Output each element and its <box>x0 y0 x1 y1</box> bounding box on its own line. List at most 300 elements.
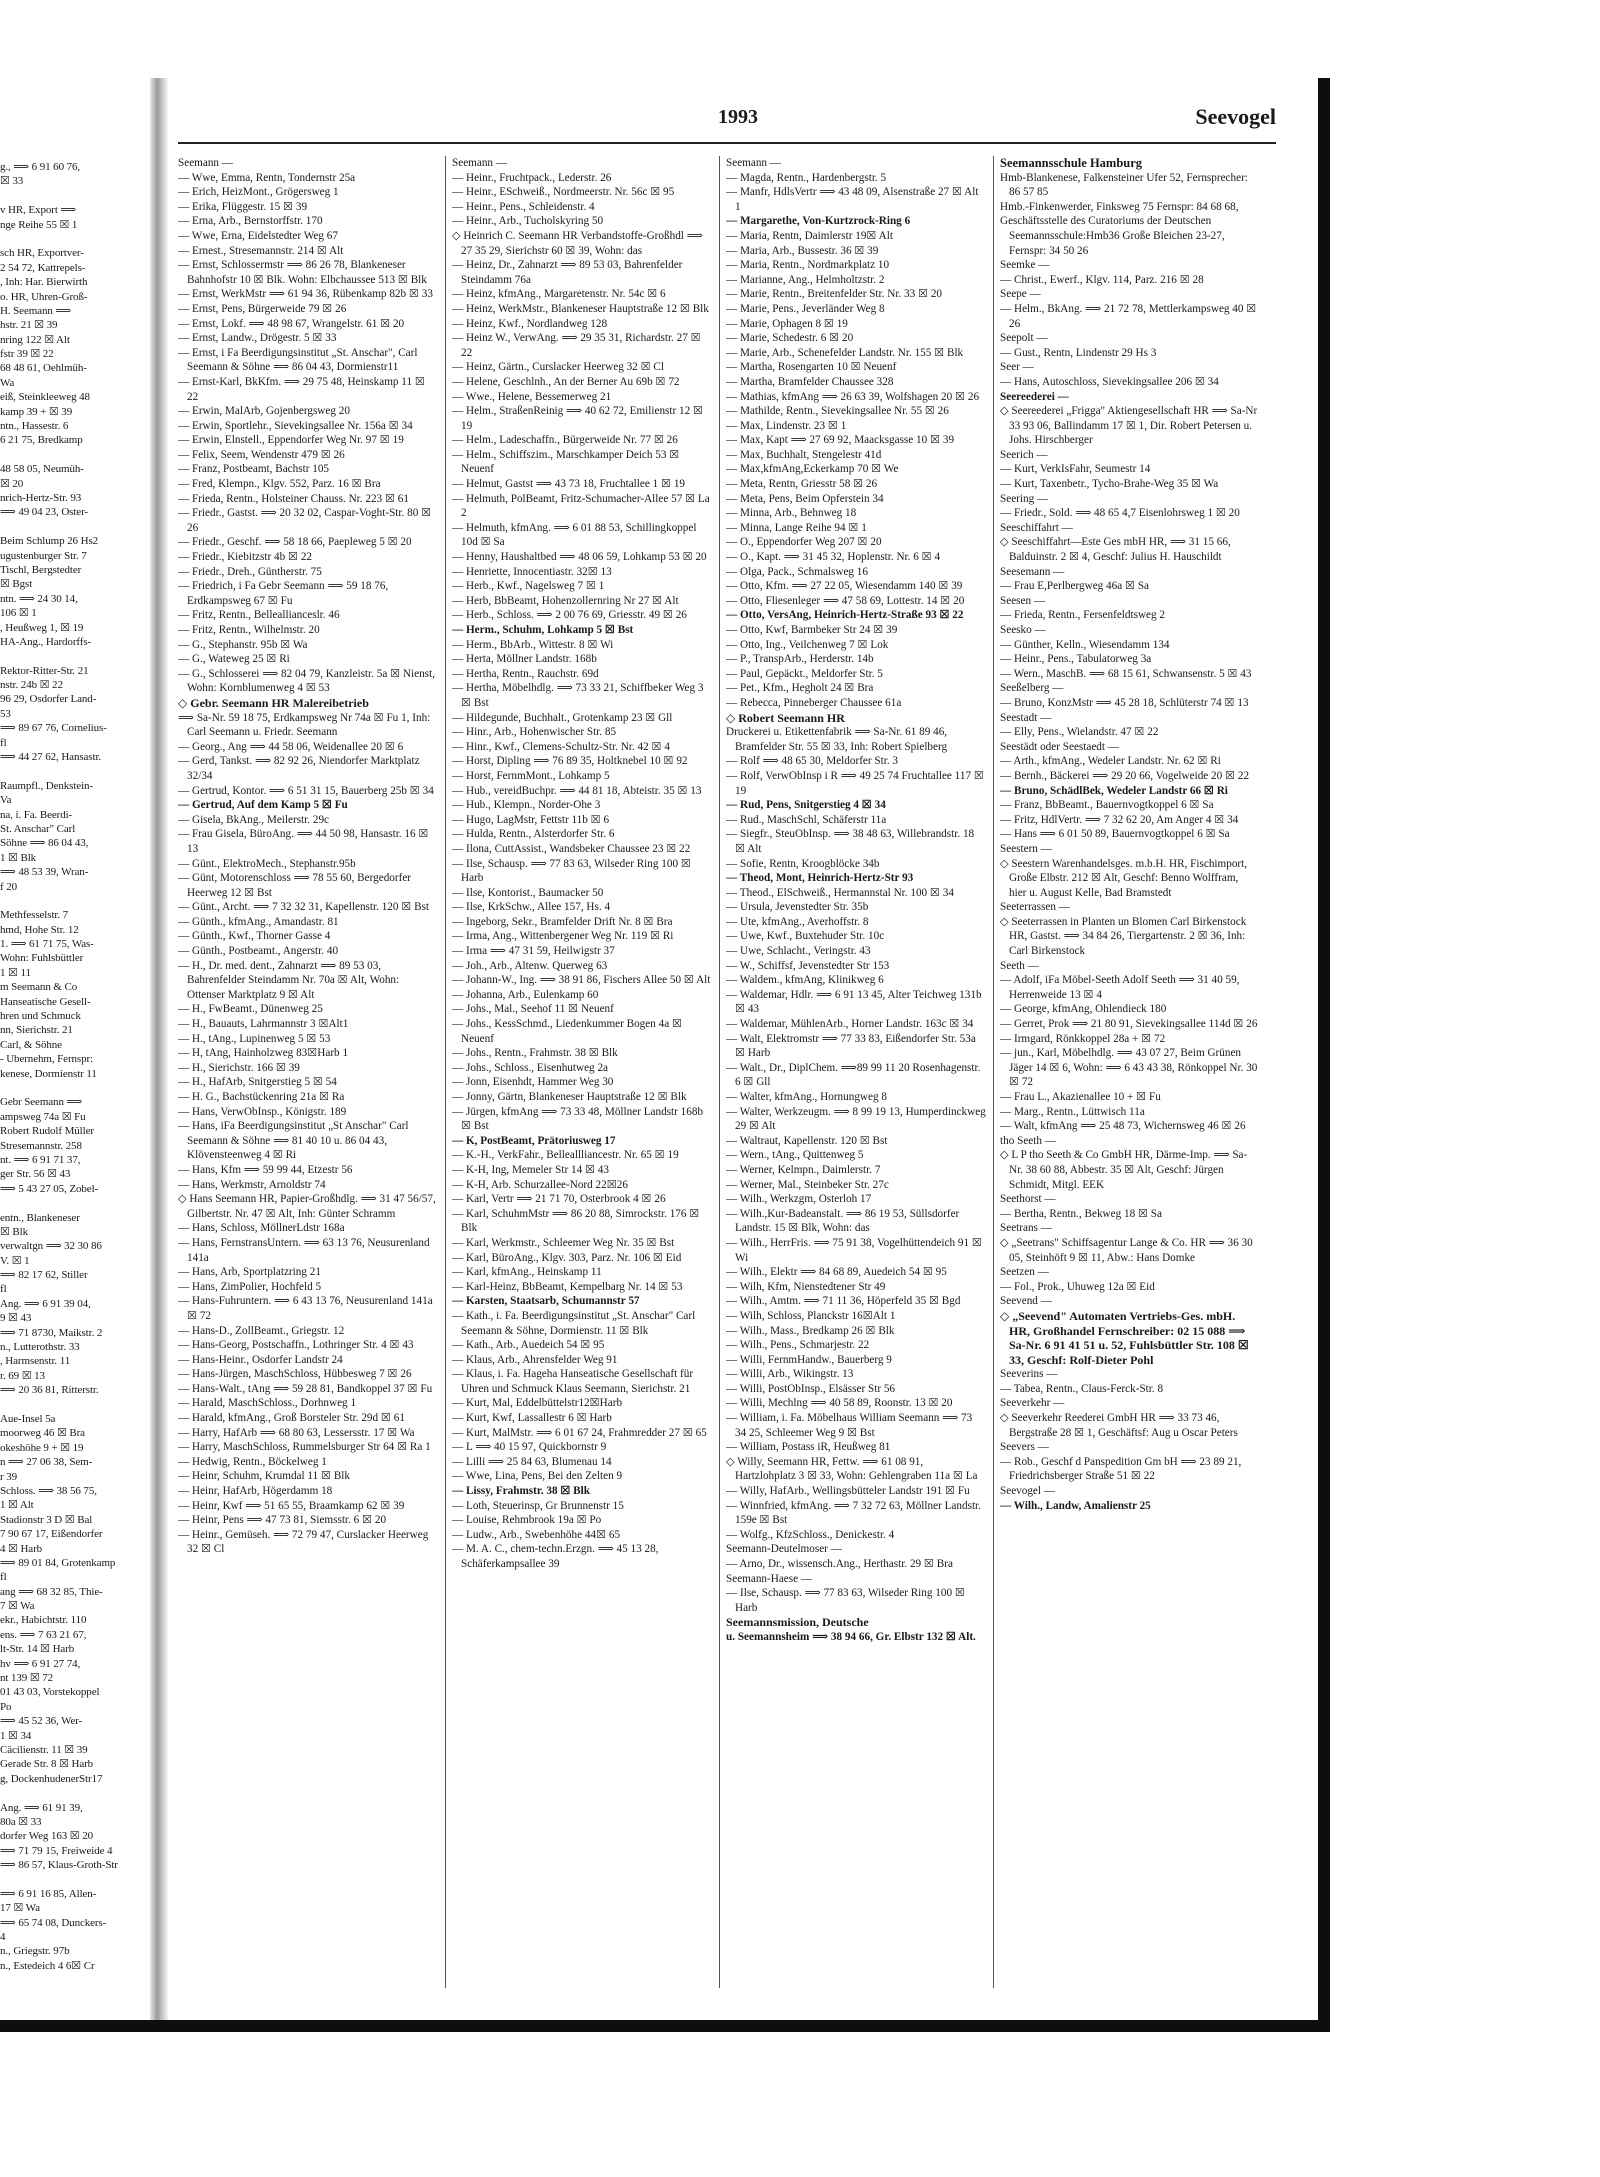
directory-entry: — Hans, Werkmstr, Arnoldstr 74 <box>178 1178 326 1191</box>
directory-entry: Seeschiffahrt — <box>1000 521 1073 534</box>
directory-entry: ◇ Seereederei „Frigga" Aktiengesellschaft HR ⟹ Sa-Nr 33 93 06, Ballindamm 17 ☒ 1, Dir. Robert Petersen u. Johs. Hirschberger <box>1000 405 1258 447</box>
directory-entry: — Wern., tAng., Quittenweg 5 <box>726 1149 864 1162</box>
directory-entry: — Rob., Geschf d Panspedition Gm bH ⟹ 23 89 21, Friedrichsberger Straße 51 ☒ 22 <box>1000 1455 1242 1483</box>
directory-entry: — Friedr., Gastst. ⟹ 20 32 02, Caspar-Voght-Str. 80 ☒ 26 <box>178 507 432 534</box>
directory-entry: Seevogel — <box>1000 1485 1055 1498</box>
directory-entry: — Friedr., Kiebitzstr 4b ☒ 22 <box>178 551 313 564</box>
business-entry: Seemannsmission, Deutsche <box>726 1615 869 1630</box>
directory-entry: — H, tAng, Hainholzweg 83☒Harb 1 <box>178 1047 349 1060</box>
directory-entry: — Friedr., Sold. ⟹ 48 65 4,7 Eisenlohrsweg 1 ☒ 20 <box>1000 507 1240 520</box>
business-entry: ◇ „Seevend" Automaten Vertriebs-Ges. mbH. HR, Großhandel Fernschreiber: 02 15 088 ⟹ Sa-Nr. 6 91 41 51 u. 52, Fuhlsbüttler Str. 108 ☒ 33, Geschf: Rolf-Dieter Pohl <box>1000 1308 1249 1367</box>
directory-entry: — Horst, FernmMont., Lohkamp 5 <box>452 769 610 782</box>
directory-entry: — Harry, MaschSchloss, Rummelsburger Str 64 ☒ Ra 1 <box>178 1441 431 1454</box>
directory-entry: — Hans, Kfm ⟹ 59 99 44, Etzestr 56 <box>178 1163 353 1176</box>
directory-entry: — Karsten, Staatsarb, Schumannstr 57 <box>452 1295 640 1308</box>
directory-entry: — Gisela, BkAng., Meilerstr. 29c <box>178 813 330 826</box>
facing-page-line: okeshöhe 9 + ☒ 19 <box>0 1441 84 1454</box>
facing-page-line: Methfesselstr. 7 <box>0 909 69 922</box>
facing-page-line: Ang. ⟹ 6 91 39 04, <box>0 1297 91 1310</box>
facing-page-line: Söhne ⟹ 86 04 43, <box>0 837 89 850</box>
directory-entry: — Mathilde, Rentn., Sievekingsallee Nr. 55 ☒ 26 <box>726 405 949 418</box>
directory-entry: — Wilh., Landw, Amalienstr 25 <box>1000 1499 1151 1512</box>
directory-entry: — Kurt, Taxenbetr., Tycho-Brahe-Weg 35 ☒ Wa <box>1000 478 1219 491</box>
directory-entry: — Hans, Autoschloss, Sievekingsallee 206 ☒ 34 <box>1000 375 1219 388</box>
directory-entry: — Gerd, Tankst. ⟹ 82 92 26, Niendorfer Marktplatz 32/34 <box>178 755 420 782</box>
directory-entry: — Theod, Mont, Heinrich-Hertz-Str 93 <box>726 872 914 885</box>
directory-entry: Druckerei u. Etikettenfabrik ⟹ Sa-Nr. 61 89 46, Bramfelder Str. 55 ☒ 33, Inh: Robert Spielberg <box>726 726 948 753</box>
facing-page-line: 1 ☒ 11 <box>0 966 31 979</box>
directory-entry: — Otto, Fliesenleger ⟹ 47 58 69, Lottestr. 14 ☒ 20 <box>726 594 965 607</box>
directory-entry: — Otto, Kfm. ⟹ 27 22 05, Wiesendamm 140 ☒ 39 <box>726 580 963 593</box>
column-heading: Seemann — <box>178 157 233 169</box>
directory-entry: — Hans, iFa Beerdigungsinstitut „St Anschar" Carl Seemann & Söhne ⟹ 81 40 10 u. 86 04 43, Klövensteenweg 4 ☒ Ri <box>178 1120 409 1162</box>
directory-entry: — Willy, HafArb., Wellingsbütteler Landstr 191 ☒ Fu <box>726 1485 970 1498</box>
facing-page-line: verwaltgn ⟹ 32 30 86 <box>0 1240 102 1253</box>
directory-entry: — Kurt, VerkIsFahr, Seumestr 14 <box>1000 463 1151 476</box>
facing-page-line: fl <box>0 1571 7 1584</box>
directory-entry: — Hinr., Kwf., Clemens-Schultz-Str. Nr. 42 ☒ 4 <box>452 740 670 753</box>
facing-page-line: 48 58 05, Neumüh- <box>0 463 84 476</box>
directory-entry: Seemann-Deutelmoser — <box>726 1543 842 1556</box>
facing-page-line: sch HR, Exportver- <box>0 247 84 260</box>
directory-entry: — Günth., kfmAng., Amandastr. 81 <box>178 915 339 928</box>
business-entry: ◇ Gebr. Seemann HR Malereibetrieb <box>178 695 369 710</box>
directory-entry: — Klaus, i. Fa. Hageha Hanseatische Gesellschaft für Uhren und Schmuck Klaus Seemann, Sierichstr. 21 <box>452 1368 694 1395</box>
directory-entry: — Tabea, Rentn., Claus-Ferck-Str. 8 <box>1000 1382 1164 1395</box>
directory-entry: — Meta, Pens, Beim Opferstein 34 <box>726 492 884 505</box>
directory-entry: — P., TranspArb., Herderstr. 14b <box>726 653 874 666</box>
directory-entry: — Erwin, Elnstell., Eppendorfer Weg Nr. 97 ☒ 19 <box>178 434 404 447</box>
facing-page-line: kamp 39 + ☒ 39 <box>0 405 73 418</box>
directory-entry: Seesen — <box>1000 594 1046 607</box>
facing-page-line: nge Reihe 55 ☒ 1 <box>0 218 78 231</box>
directory-entry: — Wilh., Werkzgm, Osterloh 17 <box>726 1193 872 1206</box>
directory-entry: Hmb.-Finkenwerder, Finksweg 75 Fernspr: 84 68 68, <box>1000 200 1239 213</box>
directory-entry: — Hans, VerwObInsp., Königstr. 189 <box>178 1105 347 1118</box>
directory-entry: — Hans-Walt., tAng ⟹ 59 28 81, Bandkoppel 37 ☒ Fu <box>178 1382 433 1395</box>
directory-entry: — Günther, Kelln., Wiesendamm 134 <box>1000 638 1170 651</box>
directory-entry: — Heinz, Dr., Zahnarzt ⟹ 89 53 03, Bahrenfelder Steindamm 76a <box>452 259 683 286</box>
facing-page-line: 2 54 72, Kattrepels- <box>0 261 86 274</box>
facing-page-line: ⟹ 5 43 27 05, Zobel- <box>0 1182 99 1195</box>
directory-entry: — Herm., Schuhm, Lohkamp 5 ☒ Bst <box>452 624 634 636</box>
facing-page-line: nrich-Hertz-Str. 93 <box>0 491 82 504</box>
directory-entry: — Bruno, SchädlBek, Wedeler Landstr 66 ☒ Ri <box>1000 784 1228 797</box>
directory-entry: — Bruno, KonzMstr ⟹ 45 28 18, Schlüterstr 74 ☒ 13 <box>1000 696 1249 709</box>
directory-entry: — Rolf, VerwObInsp i R ⟹ 49 25 74 Fruchtallee 117 ☒ 19 <box>726 769 984 797</box>
directory-entry: — Elly, Pens., Wielandstr. 47 ☒ 22 <box>1000 726 1159 739</box>
facing-page-line: ☒ Bgst <box>0 578 33 591</box>
directory-entry: — Theod., ElSchweiß., Hermannstal Nr. 100 ☒ 34 <box>726 886 954 899</box>
directory-entry: — Ernst, Lokf. ⟹ 48 98 67, Wrangelstr. 61 ☒ 20 <box>178 317 405 330</box>
facing-page-line: ☒ Blk <box>0 1225 29 1238</box>
business-entry: ◇ Robert Seemann HR <box>726 710 845 725</box>
directory-entry: — Heinr., Arb., Tucholskyring 50 <box>452 215 604 228</box>
facing-page-line: m Seemann & Co <box>0 981 78 994</box>
directory-entry: — Heinr., ESchweiß., Nordmeerstr. Nr. 56c ☒ 95 <box>452 186 675 199</box>
directory-entry: — H., HafArb, Snitgerstieg 5 ☒ 54 <box>178 1076 337 1089</box>
directory-entry: — Harald, MaschSchloss., Dorhnweg 1 <box>178 1397 357 1410</box>
facing-page-line: eiß, Steinkleeweg 48 <box>0 391 90 404</box>
directory-entry: ◇ Heinrich C. Seemann HR Verbandstoffe-Großhdl ⟹ 27 35 29, Sierichstr 60 ☒ 39, Wohn: das <box>452 229 703 257</box>
directory-entry: — Heinr., Gemüseh. ⟹ 72 79 47, Curslacker Heerweg 32 ☒ Cl <box>178 1528 429 1556</box>
directory-entry: — Wwe, Erna, Eidelstedter Weg 67 <box>178 229 338 242</box>
directory-entry: — Harry, HafArb ⟹ 68 80 63, Lessersstr. 17 ☒ Wa <box>178 1426 415 1439</box>
column-heading: Seemann — <box>452 157 507 169</box>
directory-entry: — Günt, Motorenschloss ⟹ 78 55 60, Bergedorfer Heerweg 12 ☒ Bst <box>178 872 412 899</box>
directory-entry: Seeßelberg — <box>1000 682 1064 695</box>
directory-entry: — Johs., Schloss., Eisenhutweg 2a <box>452 1061 608 1074</box>
directory-entry: — Bernh., Bäckerei ⟹ 29 20 66, Vogelweide 20 ☒ 22 <box>1000 769 1250 782</box>
facing-page-line: ⟹ 89 67 76, Cornelius- <box>0 722 107 735</box>
facing-page-line: ekr., Habichtstr. 110 <box>0 1614 87 1627</box>
directory-entry: — Willi, Mechlng ⟹ 40 58 89, Roonstr. 13 ☒ 20 <box>726 1397 953 1410</box>
directory-entry: — Heinz, Gärtn., Curslacker Heerweg 32 ☒ Cl <box>452 361 664 374</box>
directory-entry: — Marie, Pens., Jeverländer Weg 8 <box>726 302 885 315</box>
directory-entry: — H., FwBeamt., Dünenweg 25 <box>178 1003 323 1016</box>
directory-entry: — jun., Karl, Möbelhdlg. ⟹ 43 07 27, Beim Grünen Jäger 14 ☒ 6, Wohn: ⟹ 6 43 43 38, Rönkoppel Nr. 30 ☒ 72 <box>1000 1047 1258 1089</box>
directory-entry: — Wilh., HerrFris. ⟹ 75 91 38, Vogelhüttendeich 91 ☒ Wi <box>726 1236 982 1264</box>
directory-entry: — Erwin, MalArb, Gojenbergsweg 20 <box>178 405 350 418</box>
facing-page-line: Ang. ⟹ 61 91 39, <box>0 1801 83 1814</box>
facing-page-line: dorfer Weg 163 ☒ 20 <box>0 1830 94 1843</box>
directory-entry: — Ernst, Pens, Bürgerweide 79 ☒ 26 <box>178 302 347 315</box>
directory-entry: Seethorst — <box>1000 1193 1056 1206</box>
directory-entry: — Heinr., Fruchtpack., Lederstr. 26 <box>452 171 612 184</box>
facing-page-line: Gerade Str. 8 ☒ Harb <box>0 1758 94 1771</box>
column-heading: Seemann — <box>726 157 781 169</box>
directory-entry: — Klaus, Arb., Ahrensfelder Weg 91 <box>452 1353 618 1366</box>
column-divider <box>993 156 994 1988</box>
directory-entry: — Friedr., Geschf. ⟹ 58 18 66, Paepleweg 5 ☒ 20 <box>178 536 412 549</box>
directory-entry: — Paul, Gepäckt., Meldorfer Str. 5 <box>726 667 883 680</box>
directory-entry: — Werner, Kelmpn., Daimlerstr. 7 <box>726 1163 881 1176</box>
directory-entry: — Walter, Werkzeugm. ⟹ 8 99 19 13, Humperdinckweg 29 ☒ Alt <box>726 1105 986 1133</box>
directory-entry: ◇ L P tho Seeth & Co GmbH HR, Därme-Imp. ⟹ Sa-Nr. 38 60 88, Abbestr. 35 ☒ Alt, Geschf: Jürgen Schmidt, Mitgl. EEK <box>1000 1149 1248 1191</box>
facing-page-line: ⟹ 49 04 23, Oster- <box>0 506 88 519</box>
directory-entry: — Martha, Bramfelder Chaussee 328 <box>726 375 894 388</box>
directory-entry: — Karl, BüroAng., Klgv. 303, Parz. Nr. 106 ☒ Eid <box>452 1251 682 1264</box>
directory-column-1 <box>178 156 438 1998</box>
facing-page-line <box>0 232 150 246</box>
facing-page-line: ampsweg 74a ☒ Fu <box>0 1110 86 1123</box>
directory-entry: — Helm., StraßenReinig ⟹ 40 62 72, Emilienstr 12 ☒ 19 <box>452 405 704 432</box>
facing-page-line: 106 ☒ 1 <box>0 607 37 620</box>
facing-page-line: n., Griegstr. 97b <box>0 1945 70 1958</box>
directory-entry: — Wilh, Kfm, Nienstedtener Str 49 <box>726 1280 886 1293</box>
directory-entry: — Maria, Rentn., Nordmarkplatz 10 <box>726 259 890 272</box>
directory-entry: — Meta, Rentn, Griesstr 58 ☒ 26 <box>726 478 878 491</box>
facing-page-line: nring 122 ☒ Alt <box>0 333 70 346</box>
facing-page-line: 9 ☒ 43 <box>0 1312 32 1325</box>
directory-entry: Seer — <box>1000 361 1034 374</box>
running-head: Seevogel <box>1195 104 1276 129</box>
facing-page-line: Carl, & Söhne <box>0 1038 62 1051</box>
directory-entry: — Arth., kfmAng., Wedeler Landstr. Nr. 62 ☒ Ri <box>1000 755 1221 768</box>
directory-entry: — Erwin, Sportlehr., Sievekingsallee Nr. 156a ☒ 34 <box>178 419 413 432</box>
directory-entry: — Bertha, Rentn., Bekweg 18 ☒ Sa <box>1000 1207 1162 1220</box>
facing-page-line: entn., Blankeneser <box>0 1211 80 1224</box>
directory-entry: — Heinr., Pens., Schleidenstr. 4 <box>452 200 595 213</box>
directory-entry: — Günth., Postbeamt., Angerstr. 40 <box>178 945 339 958</box>
facing-page-line: r. 69 ☒ 13 <box>0 1369 45 1382</box>
directory-entry: — Hertha, Möbelhdlg. ⟹ 73 33 21, Schiffbeker Weg 3 ☒ Bst <box>452 682 704 709</box>
directory-entry: — Maria, Arb., Bussestr. 36 ☒ 39 <box>726 244 879 257</box>
directory-entry: — G., Wateweg 25 ☒ Ri <box>178 653 290 666</box>
facing-page-line: ⟹ 48 53 39, Wran- <box>0 866 89 879</box>
directory-entry: Hmb-Blankenese, Falkensteiner Ufer 52, Fernsprecher: 86 57 85 <box>1000 171 1248 199</box>
directory-entry: — Margarethe, Von-Kurtzrock-Ring 6 <box>726 215 911 228</box>
facing-page-line: ⟹ 82 17 62, Stiller <box>0 1269 88 1282</box>
facing-page-line: 53 <box>0 707 11 720</box>
column-divider <box>445 156 446 1988</box>
directory-entry: — K-H, Ing, Memeler Str 14 ☒ 43 <box>452 1163 609 1176</box>
directory-entry: — Herb., Schloss. ⟹ 2 00 76 69, Griesstr. 49 ☒ 26 <box>452 609 687 622</box>
directory-entry: — L ⟹ 40 15 97, Quickbornstr 9 <box>452 1441 607 1454</box>
directory-entry: — Waltraut, Kapellenstr. 120 ☒ Bst <box>726 1134 888 1147</box>
directory-entry: — Herb., Kwf., Nagelsweg 7 ☒ 1 <box>452 580 605 593</box>
directory-entry: — Fol., Prok., Uhuweg 12a ☒ Eid <box>1000 1280 1155 1293</box>
directory-entry: — Karl, Werkmstr., Schleemer Weg Nr. 35 ☒ Bst <box>452 1236 675 1249</box>
facing-page-line: HA-Ang., Hardorffs- <box>0 635 92 648</box>
book-gutter <box>150 78 168 2020</box>
directory-entry: — Rud, Pens, Snitgerstieg 4 ☒ 34 <box>726 799 886 812</box>
facing-page-line: ☒ 33 <box>0 175 24 188</box>
facing-page-line: 7 90 67 17, Eißendorfer <box>0 1528 103 1541</box>
directory-entry: — Helmuth, kfmAng. ⟹ 6 01 88 53, Schillingkoppel 10d ☒ Sa <box>452 521 697 549</box>
facing-page-line: , Harmsenstr. 11 <box>0 1355 71 1368</box>
directory-entry: Seestadt — <box>1000 711 1052 724</box>
directory-entry: — Maria, Rentn, Daimlerstr 19☒ Alt <box>726 229 893 242</box>
directory-entry: ◇ Seeterrassen in Planten un Blomen Carl Birkenstock HR, Gastst. ⟹ 34 84 26, Tiergartenstr. 2 ☒ 36, Inh: Carl Birkenstock <box>1000 915 1247 958</box>
facing-page-line: 6 21 75, Bredkamp <box>0 434 83 447</box>
directory-entry: — Irmgard, Rönkkoppel 28a + ☒ 72 <box>1000 1032 1166 1045</box>
directory-column-3 <box>726 156 986 1998</box>
facing-page-line: ntn., Hassestr. 6 <box>0 420 69 433</box>
facing-page-line: ⟹ 86 57, Klaus-Groth-Str <box>0 1859 118 1872</box>
directory-entry: — Frieda, Rentn., Fersenfeldtsweg 2 <box>1000 609 1165 622</box>
directory-entry: — Harald, kfmAng., Groß Borsteler Str. 29d ☒ 61 <box>178 1412 405 1425</box>
directory-entry: — H., Bauauts, Lahrmannstr 3 ☒Alt1 <box>178 1018 349 1031</box>
directory-entry: — Hub., vereidBuchpr. ⟹ 44 81 18, Abteistr. 35 ☒ 13 <box>452 784 702 797</box>
directory-column-2 <box>452 156 712 1998</box>
directory-entry: — Henny, Haushaltbed ⟹ 48 06 59, Lohkamp 53 ☒ 20 <box>452 551 707 564</box>
facing-page-line: Tischl, Bergstedter <box>0 563 82 576</box>
facing-page-line: kenese, Dormienstr 11 <box>0 1067 97 1080</box>
directory-entry: — Friedr., Dreh., Güntherstr. 75 <box>178 565 322 578</box>
directory-entry: — Franz, Postbeamt, Bachstr 105 <box>178 463 330 476</box>
facing-page-line: Va <box>0 794 12 807</box>
directory-entry: Seesemann — <box>1000 565 1065 578</box>
directory-entry: — Karl, SchuhmMstr ⟹ 86 20 88, Simrockstr. 176 ☒ Blk <box>452 1207 700 1235</box>
directory-entry: — Fred, Klempn., Klgv. 552, Parz. 16 ☒ Bra <box>178 478 381 491</box>
directory-entry: — Heinz, kfmAng., Margaretenstr. Nr. 54c ☒ 6 <box>452 288 666 301</box>
directory-entry: — Hans-Heinr., Osdorfer Landstr 24 <box>178 1353 343 1366</box>
directory-entry: — O., Eppendorfer Weg 207 ☒ 20 <box>726 536 882 549</box>
directory-entry: — Lissy, Frahmstr. 38 ☒ Blk <box>452 1485 590 1498</box>
directory-entry: Seeterrassen — <box>1000 901 1070 914</box>
directory-entry: — Karl-Heinz, BbBeamt, Kempelbarg Nr. 14 ☒ 53 <box>452 1280 683 1293</box>
facing-page-line: n., Estedeich 4 6☒ Cr <box>0 1959 95 1972</box>
directory-entry: — Otto, Ing., Veilchenweg 7 ☒ Lok <box>726 638 889 651</box>
directory-entry: — Max, Buchhalt, Stengelestr 41d <box>726 448 882 461</box>
directory-entry: Seeth — <box>1000 959 1039 972</box>
directory-entry: — Hub., Klempn., Norder-Ohe 3 <box>452 799 601 812</box>
directory-entry: — Max,kfmAng,Eckerkamp 70 ☒ We <box>726 463 899 476</box>
facing-page-line: ger Str. 56 ☒ 43 <box>0 1168 71 1181</box>
facing-page-line: Gebr Seemann ⟹ <box>0 1096 83 1109</box>
directory-entry: — Helm., Ladeschaffn., Bürgerweide Nr. 77 ☒ 26 <box>452 434 678 447</box>
directory-entry: — G., Stephanstr. 95b ☒ Wa <box>178 638 308 651</box>
directory-entry: Seering — <box>1000 492 1049 505</box>
directory-entry: — Günt., Archt. ⟹ 7 32 32 31, Kapellenstr. 120 ☒ Bst <box>178 901 430 914</box>
facing-page-line <box>0 1872 150 1886</box>
directory-entry: — Waldem., kfmAng, Klinikweg 6 <box>726 974 884 987</box>
directory-entry: — Kath., Arb., Auedeich 54 ☒ 95 <box>452 1339 605 1352</box>
facing-page-line: 4 ☒ Harb <box>0 1542 43 1555</box>
directory-entry: — H. G., Bachstückenring 21a ☒ Ra <box>178 1091 345 1103</box>
facing-page-line: ☒ 20 <box>0 477 24 490</box>
directory-column-4 <box>1000 156 1258 1998</box>
directory-entry: — Heinr, HafArb, Högerdamm 18 <box>178 1485 333 1498</box>
facing-page-line: moorweg 46 ☒ Bra <box>0 1427 85 1440</box>
directory-entry: — Helm., BkAng. ⟹ 21 72 78, Mettlerkampsweg 40 ☒ 26 <box>1000 302 1257 330</box>
facing-page-line: 68 48 61, Oehlmüh- <box>0 362 87 375</box>
facing-page-line: Stadionstr 3 D ☒ Bal <box>0 1513 93 1526</box>
directory-entry: — Herm., BbArb., Wittestr. 8 ☒ Wi <box>452 638 614 651</box>
directory-entry: Seepolt — <box>1000 332 1048 345</box>
facing-page-line: Stresemannstr. 258 <box>0 1139 82 1152</box>
directory-entry: — Ernst-Karl, BkKfm. ⟹ 29 75 48, Heinskamp 11 ☒ 22 <box>178 375 425 403</box>
directory-entry: — Joh., Arb., Altenw. Querweg 63 <box>452 959 608 972</box>
directory-entry: — Karl, Vertr ⟹ 21 71 70, Osterbrook 4 ☒ 26 <box>452 1193 666 1206</box>
directory-entry: — Winnfried, kfmAng. ⟹ 7 32 72 63, Möllner Landstr. 159e ☒ Bst <box>726 1499 981 1527</box>
facing-page-line <box>0 520 150 534</box>
directory-entry: — Wolfg., KfzSchloss., Denickestr. 4 <box>726 1528 895 1541</box>
directory-entry: — Ernst, WerkMstr ⟹ 61 94 36, Rübenkamp 82b ☒ 33 <box>178 288 433 301</box>
column-heading: Seemannsschule Hamburg <box>1000 156 1143 170</box>
directory-entry: — Magda, Rentn., Hardenbergstr. 5 <box>726 171 887 184</box>
directory-entry: — Ute, kfmAng., Averhoffstr. 8 <box>726 915 869 928</box>
directory-entry: — Frau Gisela, BüroAng. ⟹ 44 50 98, Hansastr. 16 ☒ 13 <box>178 828 429 855</box>
directory-entry: — Henriette, Innocentiastr. 32☒ 13 <box>452 565 612 578</box>
directory-entry: — Willi, PostObInsp., Elsässer Str 56 <box>726 1382 896 1395</box>
directory-entry: — Fritz, Rentn., Belleallianceslr. 46 <box>178 609 340 622</box>
facing-page-line: nt. ⟹ 6 91 71 37, <box>0 1153 81 1166</box>
directory-entry: — Heinz, Kwf., Nordlandweg 128 <box>452 317 608 330</box>
directory-entry: — Gerret, Prok ⟹ 21 80 91, Sievekingsallee 114d ☒ 26 <box>1000 1018 1258 1031</box>
directory-entry: — Franz, BbBeamt., Bauernvogtkoppel 6 ☒ Sa <box>1000 799 1214 812</box>
directory-entry: — Walt., Dr., DiplChem. ⟹89 99 11 20 Rosenhagenstr. 6 ☒ Gll <box>726 1061 981 1089</box>
directory-entry: Seestern — <box>1000 842 1052 855</box>
directory-entry: — Rebecca, Pinneberger Chaussee 61a <box>726 696 902 709</box>
directory-entry: Seerich — <box>1000 448 1048 461</box>
directory-entry: — G., Schlosserei ⟹ 82 04 79, Kanzleistr. 5a ☒ Nienst, Wohn: Kornblumenweg 4 ☒ 53 <box>178 667 435 695</box>
facing-page-line: ens. ⟹ 7 63 21 67, <box>0 1628 87 1641</box>
directory-entry: — Wern., MaschB. ⟹ 68 15 61, Schwansenstr. 5 ☒ 43 <box>1000 667 1252 680</box>
directory-entry: — Hans-Georg, Postschaffn., Lothringer Str. 4 ☒ 43 <box>178 1339 414 1352</box>
scanned-page <box>0 78 1330 2032</box>
directory-entry: — Hans, Arb, Sportplatzring 21 <box>178 1266 321 1279</box>
facing-page-line: , Heußweg 1, ☒ 19 <box>0 621 84 634</box>
facing-page-line: nn, Sierichstr. 21 <box>0 1024 73 1037</box>
directory-entry: — Uwe, Schlacht., Veringstr. 43 <box>726 945 871 958</box>
directory-entry: — Ilona, CuttAssist., Wandsbeker Chaussee 23 ☒ 22 <box>452 842 691 855</box>
directory-entry: — Minna, Lange Reihe 94 ☒ 1 <box>726 521 867 534</box>
directory-entry: — Marie, Ophagen 8 ☒ 19 <box>726 317 848 330</box>
directory-entry: Seeverkehr — <box>1000 1397 1065 1410</box>
directory-entry: — Olga, Pack., Schmalsweg 16 <box>726 565 868 578</box>
directory-entry: — Minna, Arb., Behnweg 18 <box>726 507 857 520</box>
facing-page-line: ⟹ 20 36 81, Ritterstr. <box>0 1384 99 1397</box>
facing-page-line: - Ubernehm, Fernspr: <box>0 1053 94 1066</box>
directory-entry: — Frau E,Perlbergweg 46a ☒ Sa <box>1000 580 1150 593</box>
directory-entry: — W., Schiffsf, Jevenstedter Str 153 <box>726 959 890 972</box>
directory-entry: — Hertha, Rentn., Rauchstr. 69d <box>452 667 599 680</box>
directory-entry: — Willi, Arb., Wikingstr. 13 <box>726 1368 854 1381</box>
facing-page-line: ⟹ 45 52 36, Wer- <box>0 1715 83 1728</box>
page-number: 1993 <box>718 106 758 128</box>
directory-entry: — Jonny, Gärtn, Blankeneser Hauptstraße 12 ☒ Blk <box>452 1091 687 1103</box>
directory-entry: — Ilse, Schausp. ⟹ 77 83 63, Wilseder Ring 100 ☒ Harb <box>452 857 691 885</box>
directory-entry: — Kurt, MalMstr. ⟹ 6 01 67 24, Frahmredder 27 ☒ 65 <box>452 1426 707 1439</box>
directory-entry: — Johs., Mal., Seehof 11 ☒ Neuenf <box>452 1003 614 1016</box>
directory-entry: — William, Postass iR, Heußweg 81 <box>726 1441 891 1454</box>
directory-entry: — Adolf, iFa Möbel-Seeth Adolf Seeth ⟹ 31 40 59, Herrenweide 13 ☒ 4 <box>1000 974 1240 1001</box>
directory-entry: — Werner, Mal., Steinbeker Str. 27c <box>726 1178 889 1191</box>
directory-entry: — Ludw., Arb., Swebenhöhe 44☒ 65 <box>452 1528 621 1541</box>
directory-entry: — Herb, BbBeamt, Hohenzollernring Nr 27 ☒ Alt <box>452 594 679 607</box>
directory-entry: Geschäftsstelle des Curatoriums der Deutschen Seemannsschule:Hmb36 Große Bleichen 23-27, Fernspr: 34 50 26 <box>1000 215 1225 257</box>
facing-page-line: Rektor-Ritter-Str. 21 <box>0 664 89 677</box>
directory-entry: — Jonn, Eisenhdt, Hammer Weg 30 <box>452 1076 614 1089</box>
directory-entry: — Irma ⟹ 47 31 59, Heilwigstr 37 <box>452 945 615 958</box>
facing-page-line: hren und Schmuck <box>0 1010 81 1023</box>
directory-entry: — Uwe, Kwf., Buxtehuder Str. 10c <box>726 930 885 943</box>
directory-entry: — Kurt, Mal, Eddelbüttelstr12☒Harb <box>452 1397 623 1410</box>
facing-page-line: H. Seemann ⟹ <box>0 304 72 317</box>
facing-page-line: 80a ☒ 33 <box>0 1815 42 1828</box>
facing-page-line <box>0 764 150 778</box>
directory-entry: — Waldemar, Hdlr. ⟹ 6 91 13 45, Alter Teichweg 131b ☒ 43 <box>726 988 982 1016</box>
directory-entry: — Herta, Möllner Landstr. 168b <box>452 653 597 666</box>
directory-entry: — Frieda, Rentn., Holsteiner Chauss. Nr. 223 ☒ 61 <box>178 492 409 505</box>
directory-entry: — Ilse, Schausp. ⟹ 77 83 63, Wilseder Ring 100 ☒ Harb <box>726 1587 965 1614</box>
directory-entry: — Hans, Schloss, MöllnerLdstr 168a <box>178 1222 345 1235</box>
directory-entry: — Marie, Rentn., Breitenfelder Str. Nr. 33 ☒ 20 <box>726 288 943 301</box>
directory-entry: Seevers — <box>1000 1441 1049 1454</box>
directory-entry: — M. A. C., chem-techn.Erzgn. ⟹ 45 13 28, Schäferkampsallee 39 <box>452 1543 659 1570</box>
directory-entry: — Siegfr., SteuObInsp. ⟹ 38 48 63, Willebrandstr. 18 ☒ Alt <box>726 828 975 855</box>
facing-page-line: n ⟹ 27 06 38, Sem- <box>0 1456 93 1469</box>
directory-entry: — Manfr, HdlsVertr ⟹ 43 48 09, Alsenstraße 27 ☒ Alt 1 <box>726 186 979 213</box>
facing-page-line: o. HR, Uhren-Groß- <box>0 290 88 303</box>
directory-entry: — H., tAng., Lupinenweg 5 ☒ 53 <box>178 1032 331 1045</box>
directory-entry: ⟹ Sa-Nr. 59 18 75, Erdkampsweg Nr 74a ☒ Fu 1, Inh: Carl Seemann u. Friedr. Seemann <box>178 711 431 739</box>
directory-entry: — Günt., ElektroMech., Stephanstr.95b <box>178 857 356 870</box>
directory-columns <box>178 156 1276 1998</box>
directory-entry: — Hugo, LagMstr, Fettstr 11b ☒ 6 <box>452 813 610 826</box>
facing-page-line: hv ⟹ 6 91 27 74, <box>0 1657 81 1670</box>
facing-page-line <box>0 448 150 462</box>
facing-page-line: ⟹ 71 8730, Maikstr. 2 <box>0 1326 103 1339</box>
directory-entry: Seemke — <box>1000 259 1050 272</box>
directory-entry: — Wilh., Elektr ⟹ 84 68 89, Auedeich 54 ☒ 95 <box>726 1266 947 1279</box>
directory-entry: — Ernst, i Fa Beerdigungsinstitut „St. Anschar", Carl Seemann & Söhne ⟹ 86 04 43, Dormienstr11 <box>178 346 418 374</box>
facing-page-line <box>0 894 150 908</box>
facing-page-line: 1. ⟹ 61 71 75, Was- <box>0 938 94 951</box>
directory-entry: Seetrans — <box>1000 1222 1052 1235</box>
